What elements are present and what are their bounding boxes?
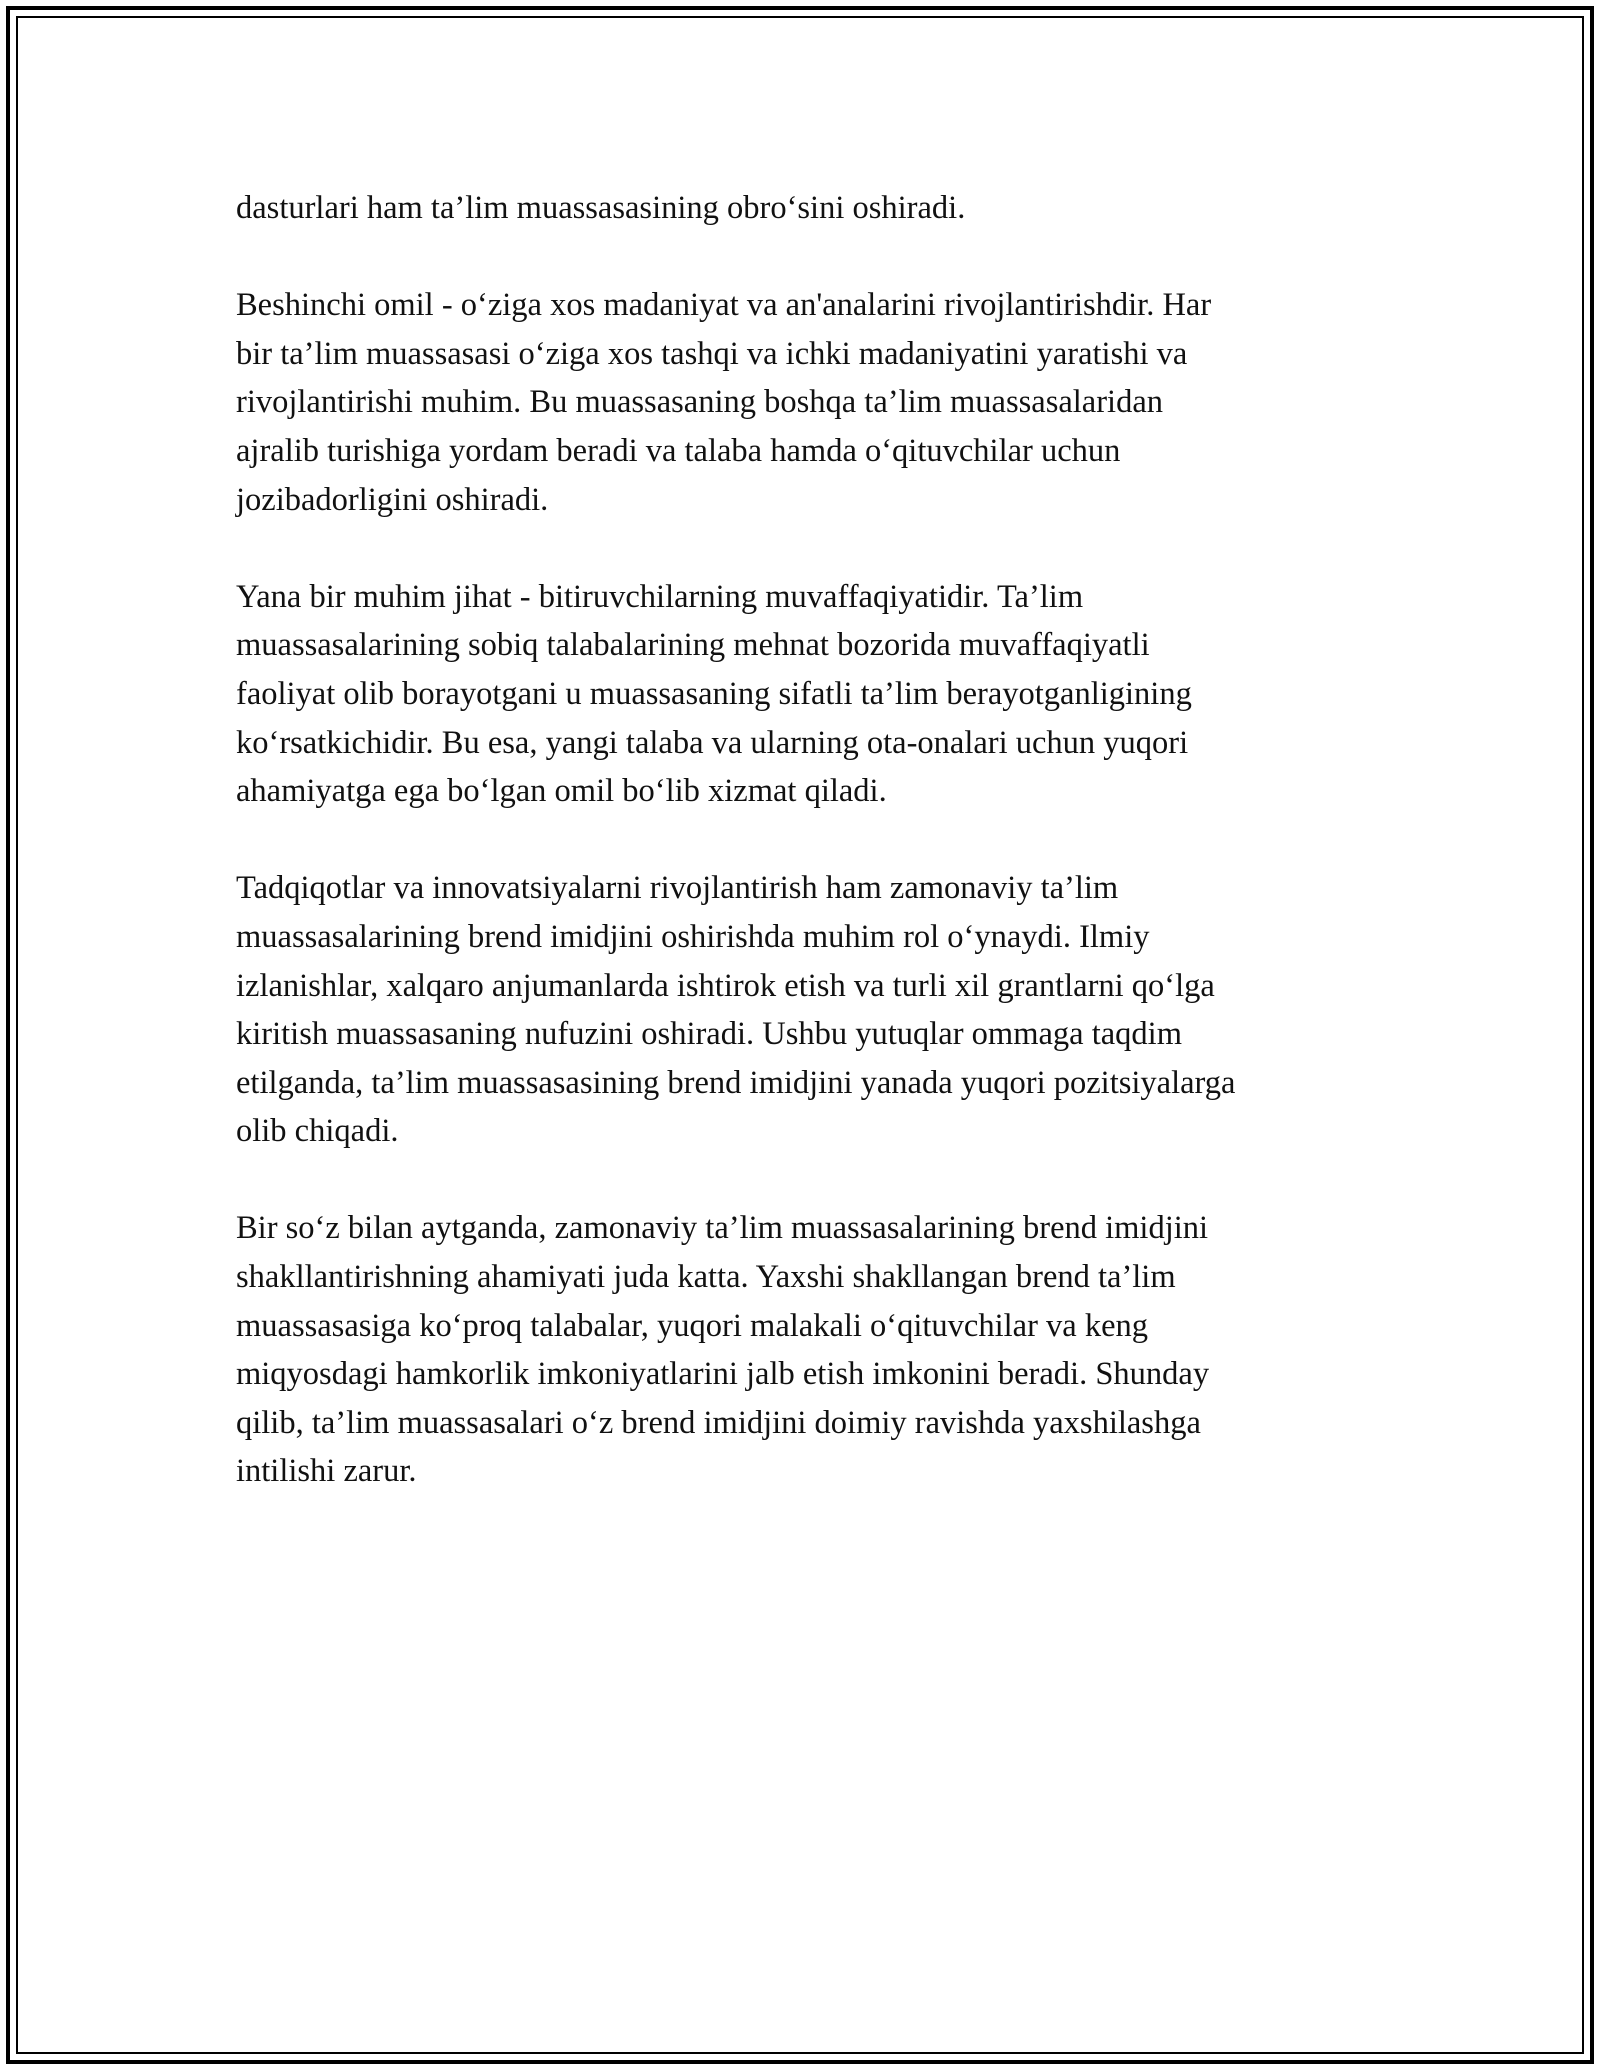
text-line: qilib, ta’lim muassasalari o‘z brend imidjini doimiy ravishda yaxshilashga	[236, 1404, 1201, 1441]
paragraph-5	[236, 1204, 1376, 1496]
paragraph-2	[236, 281, 1376, 524]
text-line: Bir so‘z bilan aytganda, zamonaviy ta’lim muassasalarining brend imidjini	[236, 1210, 1209, 1247]
text-line: miqyosdagi hamkorlik imkoniyatlarini jalb etish imkonini beradi. Shunday	[236, 1356, 1210, 1393]
text-line: ajralib turishiga yordam beradi va talaba hamda o‘qituvchilar uchun	[236, 432, 1121, 469]
text-line: faoliyat olib borayotgani u muassasaning sifatli ta’lim berayotganligining	[236, 675, 1192, 712]
text-line: dasturlari ham ta’lim muassasasining obro‘sini oshiradi.	[236, 190, 966, 226]
paragraph-1	[236, 184, 1376, 233]
paragraph-4	[236, 864, 1376, 1156]
text-line: etilganda, ta’lim muassasasining brend imidjini yanada yuqori pozitsiyalarga	[236, 1064, 1236, 1101]
text-line: olib chiqadi.	[236, 1113, 399, 1150]
text-line: muassasasiga ko‘proq talabalar, yuqori malakali o‘qituvchilar va keng	[236, 1307, 1149, 1344]
text-line: Tadqiqotlar va innovatsiyalarni rivojlantirish ham zamonaviy ta’lim	[236, 870, 1119, 907]
text-line: rivojlantirishi muhim. Bu muassasaning boshqa ta’lim muassasalaridan	[236, 384, 1164, 421]
text-line: Yana bir muhim jihat - bitiruvchilarning muvaffaqiyatidir. Ta’lim	[236, 578, 1084, 615]
text-line: bir ta’lim muassasasi o‘ziga xos tashqi va ichki madaniyatini yaratishi va	[236, 335, 1188, 372]
text-line: muassasalarining brend imidjini oshirishda muhim rol o‘ynaydi. Ilmiy	[236, 918, 1150, 955]
text-line: Beshinchi omil - o‘ziga xos madaniyat va an'analarini rivojlantirishdir. Har	[236, 287, 1212, 324]
document-body	[236, 184, 1376, 1545]
text-line: ahamiyatga ega bo‘lgan omil bo‘lib xizmat qiladi.	[236, 773, 887, 810]
text-line: jozibadorligini oshiradi.	[236, 481, 549, 518]
paragraph-3	[236, 573, 1376, 816]
text-line: kiritish muassasaning nufuzini oshiradi. Ushbu yutuqlar ommaga taqdim	[236, 1016, 1182, 1053]
text-line: izlanishlar, xalqaro anjumanlarda ishtirok etish va turli xil grantlarni qo‘lga	[236, 967, 1215, 1004]
text-line: muassasalarining sobiq talabalarining mehnat bozorida muvaffaqiyatli	[236, 627, 1150, 664]
text-line: ko‘rsatkichidir. Bu esa, yangi talaba va ularning ota-onalari uchun yuqori	[236, 724, 1189, 761]
text-line: shakllantirishning ahamiyati juda katta. Yaxshi shakllangan brend ta’lim	[236, 1259, 1176, 1296]
text-line: intilishi zarur.	[236, 1453, 417, 1490]
